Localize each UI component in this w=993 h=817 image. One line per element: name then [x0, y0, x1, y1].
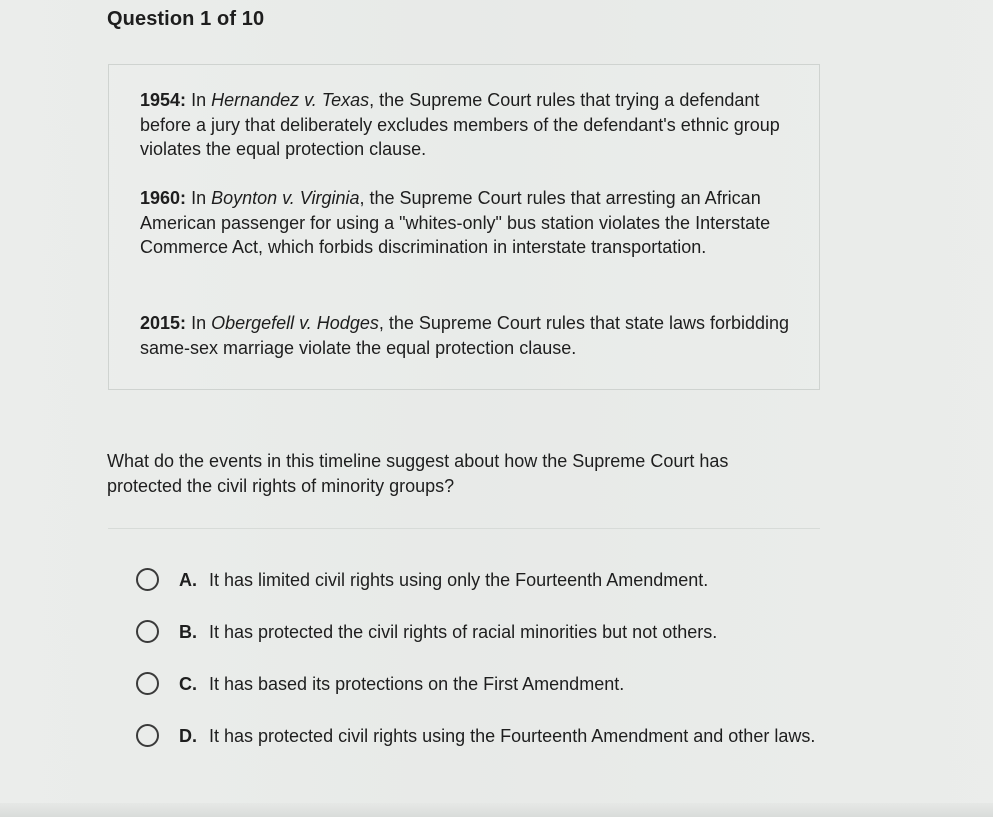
option-letter: D. [179, 726, 197, 746]
event-text-post: , the Supreme Court rules that arresting an African American passenger for using a "whites-only" bus station violates the Interstate Commerce Act, which forbids discrimination in interstate transportation. [140, 188, 771, 257]
radio-button-b[interactable] [136, 620, 159, 643]
radio-button-a[interactable] [136, 568, 159, 591]
option-letter: B. [179, 622, 197, 642]
event-text-pre: In [191, 313, 212, 333]
option-text: It has protected civil rights using the Fourteenth Amendment and other laws. [209, 726, 816, 746]
question-counter: Question 1 of 10 [107, 8, 265, 30]
event-text-post: , the Supreme Court rules that state laws forbidding same-sex marriage violate the equal protection clause. [140, 313, 790, 358]
option-letter: A. [179, 570, 197, 590]
event-case-name: Hernandez v. Texas [211, 90, 370, 110]
event-case-name: Boynton v. Virginia [211, 188, 360, 208]
option-text: It has protected the civil rights of racial minorities but not others. [209, 622, 718, 642]
timeline-event-1954 [140, 88, 800, 162]
event-year: 1954: [140, 90, 187, 110]
event-year: 2015: [140, 313, 187, 333]
option-letter: C. [179, 674, 197, 694]
option-text: It has based its protections on the First Amendment. [209, 674, 625, 694]
timeline-event-2015 [140, 311, 800, 360]
timeline-event-1960 [140, 186, 800, 260]
event-text-pre: In [191, 90, 212, 110]
bottom-edge [0, 803, 993, 817]
divider [108, 528, 820, 529]
radio-button-d[interactable] [136, 724, 159, 747]
event-text-post: , the Supreme Court rules that trying a defendant before a jury that deliberately excludes members of the defendant's ethnic group violates the equal protection clause. [140, 90, 780, 159]
radio-button-c[interactable] [136, 672, 159, 695]
question-prompt: What do the events in this timeline suggest about how the Supreme Court has protected the civil rights of minority groups? [107, 451, 729, 496]
event-year: 1960: [140, 188, 187, 208]
timeline-box [108, 64, 820, 390]
event-text-pre: In [191, 188, 212, 208]
option-text: It has limited civil rights using only the Fourteenth Amendment. [209, 570, 709, 590]
event-case-name: Obergefell v. Hodges [211, 313, 379, 333]
